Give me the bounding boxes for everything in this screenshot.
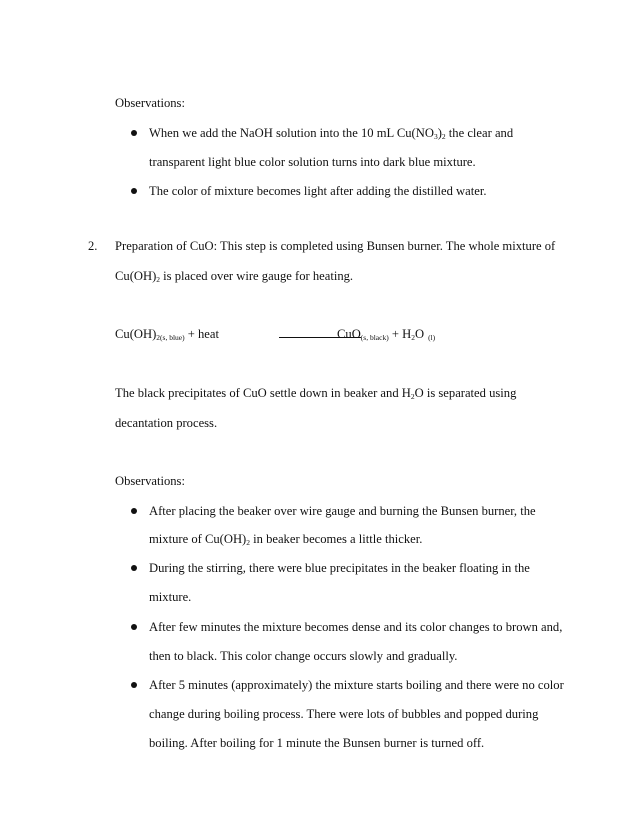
- equation-reactant: Cu(OH)2(s, blue) + heat: [115, 327, 219, 342]
- observation-6-line-3: boiling. After boiling for 1 minute the Bunsen burner is turned off.: [149, 736, 485, 750]
- observation-3-line-2: mixture of $Cu(OH)_2$ in beaker becomes a little thicker.: [149, 532, 423, 547]
- observations-heading-2: Observations:: [115, 474, 185, 488]
- observation-6-line-2: change during boiling process. There were lots of bubbles and popped during: [149, 707, 539, 721]
- bullet-icon: [131, 130, 137, 136]
- decantation-paragraph-line-2: decantation process.: [115, 416, 218, 430]
- observations-heading-1: Observations:: [115, 96, 185, 110]
- bullet-icon: [131, 565, 137, 571]
- bullet-icon: [131, 682, 137, 688]
- observation-4-line-1: During the stirring, there were blue precipitates in the beaker floating in the: [149, 561, 530, 575]
- observation-4-line-2: mixture.: [149, 590, 192, 604]
- bullet-icon: [131, 624, 137, 630]
- observation-5-line-1: After few minutes the mixture becomes dense and its color changes to brown and,: [149, 620, 563, 634]
- preparation-paragraph-line-1: Preparation of CuO: This step is completed using Bunsen burner. The whole mixture of: [115, 239, 556, 253]
- equation-products: CuO(s, black) + $H_2O$ (l): [337, 327, 436, 342]
- observation-5-line-2: then to black. This color change occurs slowly and gradually.: [149, 649, 458, 663]
- decantation-paragraph-line-1: The black precipitates of CuO settle down in beaker and $H_2O$ is separated using: [115, 386, 517, 401]
- bullet-icon: [131, 508, 137, 514]
- observation-2: The color of mixture becomes light after adding the distilled water.: [149, 184, 487, 198]
- observation-3-line-1: After placing the beaker over wire gauge and burning the Bunsen burner, the: [149, 504, 536, 518]
- bullet-icon: [131, 188, 137, 194]
- section-number-2: 2.: [88, 239, 98, 253]
- preparation-paragraph-line-2: $Cu(OH)_2$ is placed over wire gauge for heating.: [115, 269, 354, 284]
- observation-6-line-1: After 5 minutes (approximately) the mixture starts boiling and there were no color: [149, 678, 564, 692]
- observation-1-line-2: transparent light blue color solution turns into dark blue mixture.: [149, 155, 476, 169]
- observation-1-line-1: When we add the NaOH solution into the 10 mL $Cu(NO_3)_2$ the clear and: [149, 126, 514, 141]
